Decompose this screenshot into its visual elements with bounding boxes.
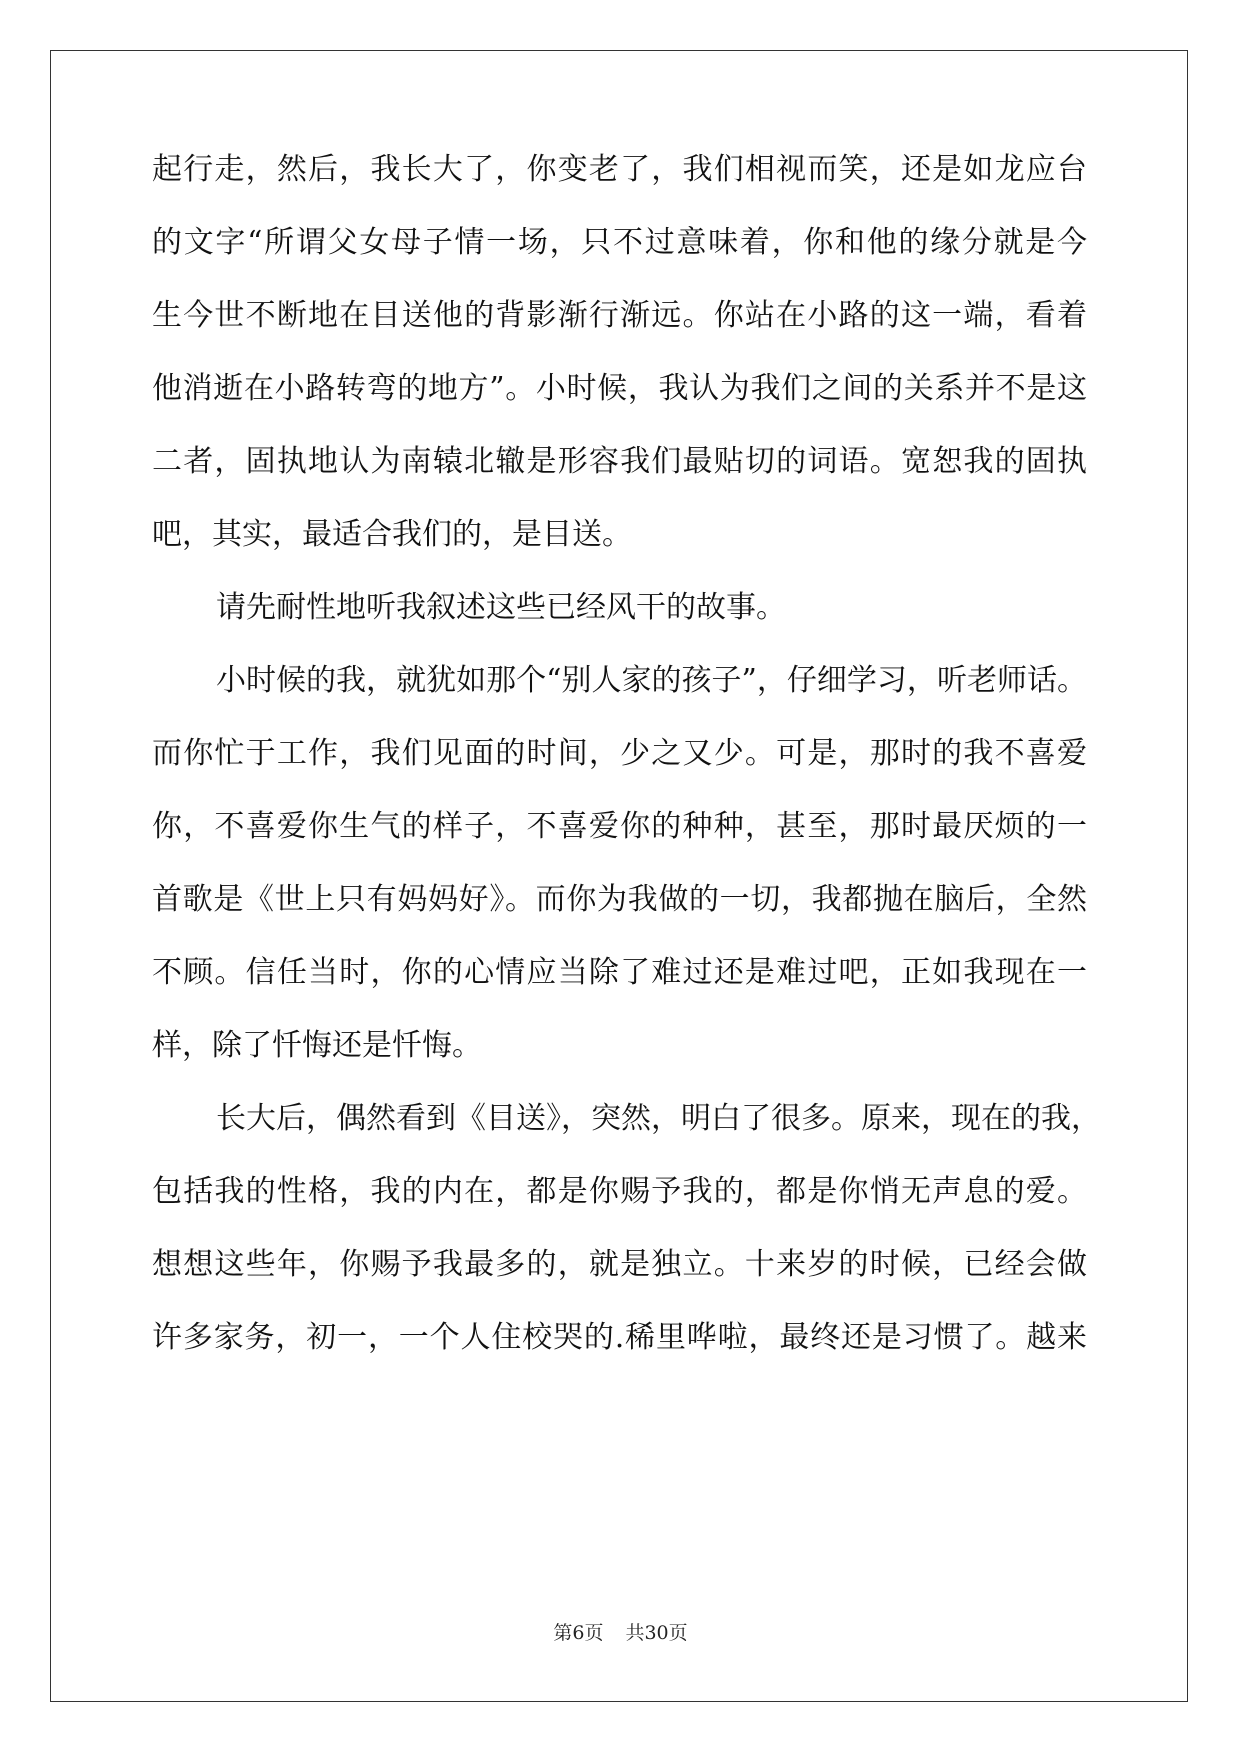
page-footer <box>0 1618 1241 1645</box>
text-line: 而你忙于工作，我们见面的时间，少之又少。可是，那时的我不喜爱 <box>152 736 1087 771</box>
text-line: 吧，其实，最适合我们的，是目送。 <box>152 517 632 552</box>
text-line: 样，除了忏悔还是忏悔。 <box>152 1028 482 1063</box>
text-line: 请先耐性地听我叙述这些已经风干的故事。 <box>216 590 786 625</box>
text-line: 你，不喜爱你生气的样子，不喜爱你的种种，甚至，那时最厌烦的一 <box>152 809 1087 844</box>
text-line: 想想这些年，你赐予我最多的，就是独立。十来岁的时候，已经会做 <box>152 1247 1087 1282</box>
text-line: 起行走，然后，我长大了，你变老了，我们相视而笑，还是如龙应台 <box>152 152 1087 187</box>
text-line: 不顾。信任当时，你的心情应当除了难过还是难过吧，正如我现在一 <box>152 955 1087 990</box>
text-line: 的文字“所谓父女母子情一场，只不过意味着，你和他的缘分就是今 <box>152 225 1087 260</box>
text-line: 包括我的性格，我的内在，都是你赐予我的，都是你悄无声息的爱。 <box>152 1174 1087 1209</box>
text-line: 小时候的我，就犹如那个“别人家的孩子”，仔细学习，听老师话。 <box>216 663 1087 698</box>
text-line: 他消逝在小路转弯的地方”。小时候，我认为我们之间的关系并不是这 <box>152 371 1087 406</box>
text-line: 生今世不断地在目送他的背影渐行渐远。你站在小路的这一端，看着 <box>152 298 1087 333</box>
page-number: 第6页 <box>553 1622 604 1644</box>
text-line: 长大后，偶然看到《目送》，突然，明白了很多。原来，现在的我， <box>216 1101 1101 1136</box>
page-total: 共30页 <box>625 1622 688 1644</box>
text-line: 许多家务，初一，一个人住校哭的.稀里哗啦，最终还是习惯了。越来 <box>152 1320 1087 1355</box>
text-line: 首歌是《世上只有妈妈好》。而你为我做的一切，我都抛在脑后，全然 <box>152 882 1087 917</box>
text-line: 二者，固执地认为南辕北辙是形容我们最贴切的词语。宽恕我的固执 <box>152 444 1087 479</box>
